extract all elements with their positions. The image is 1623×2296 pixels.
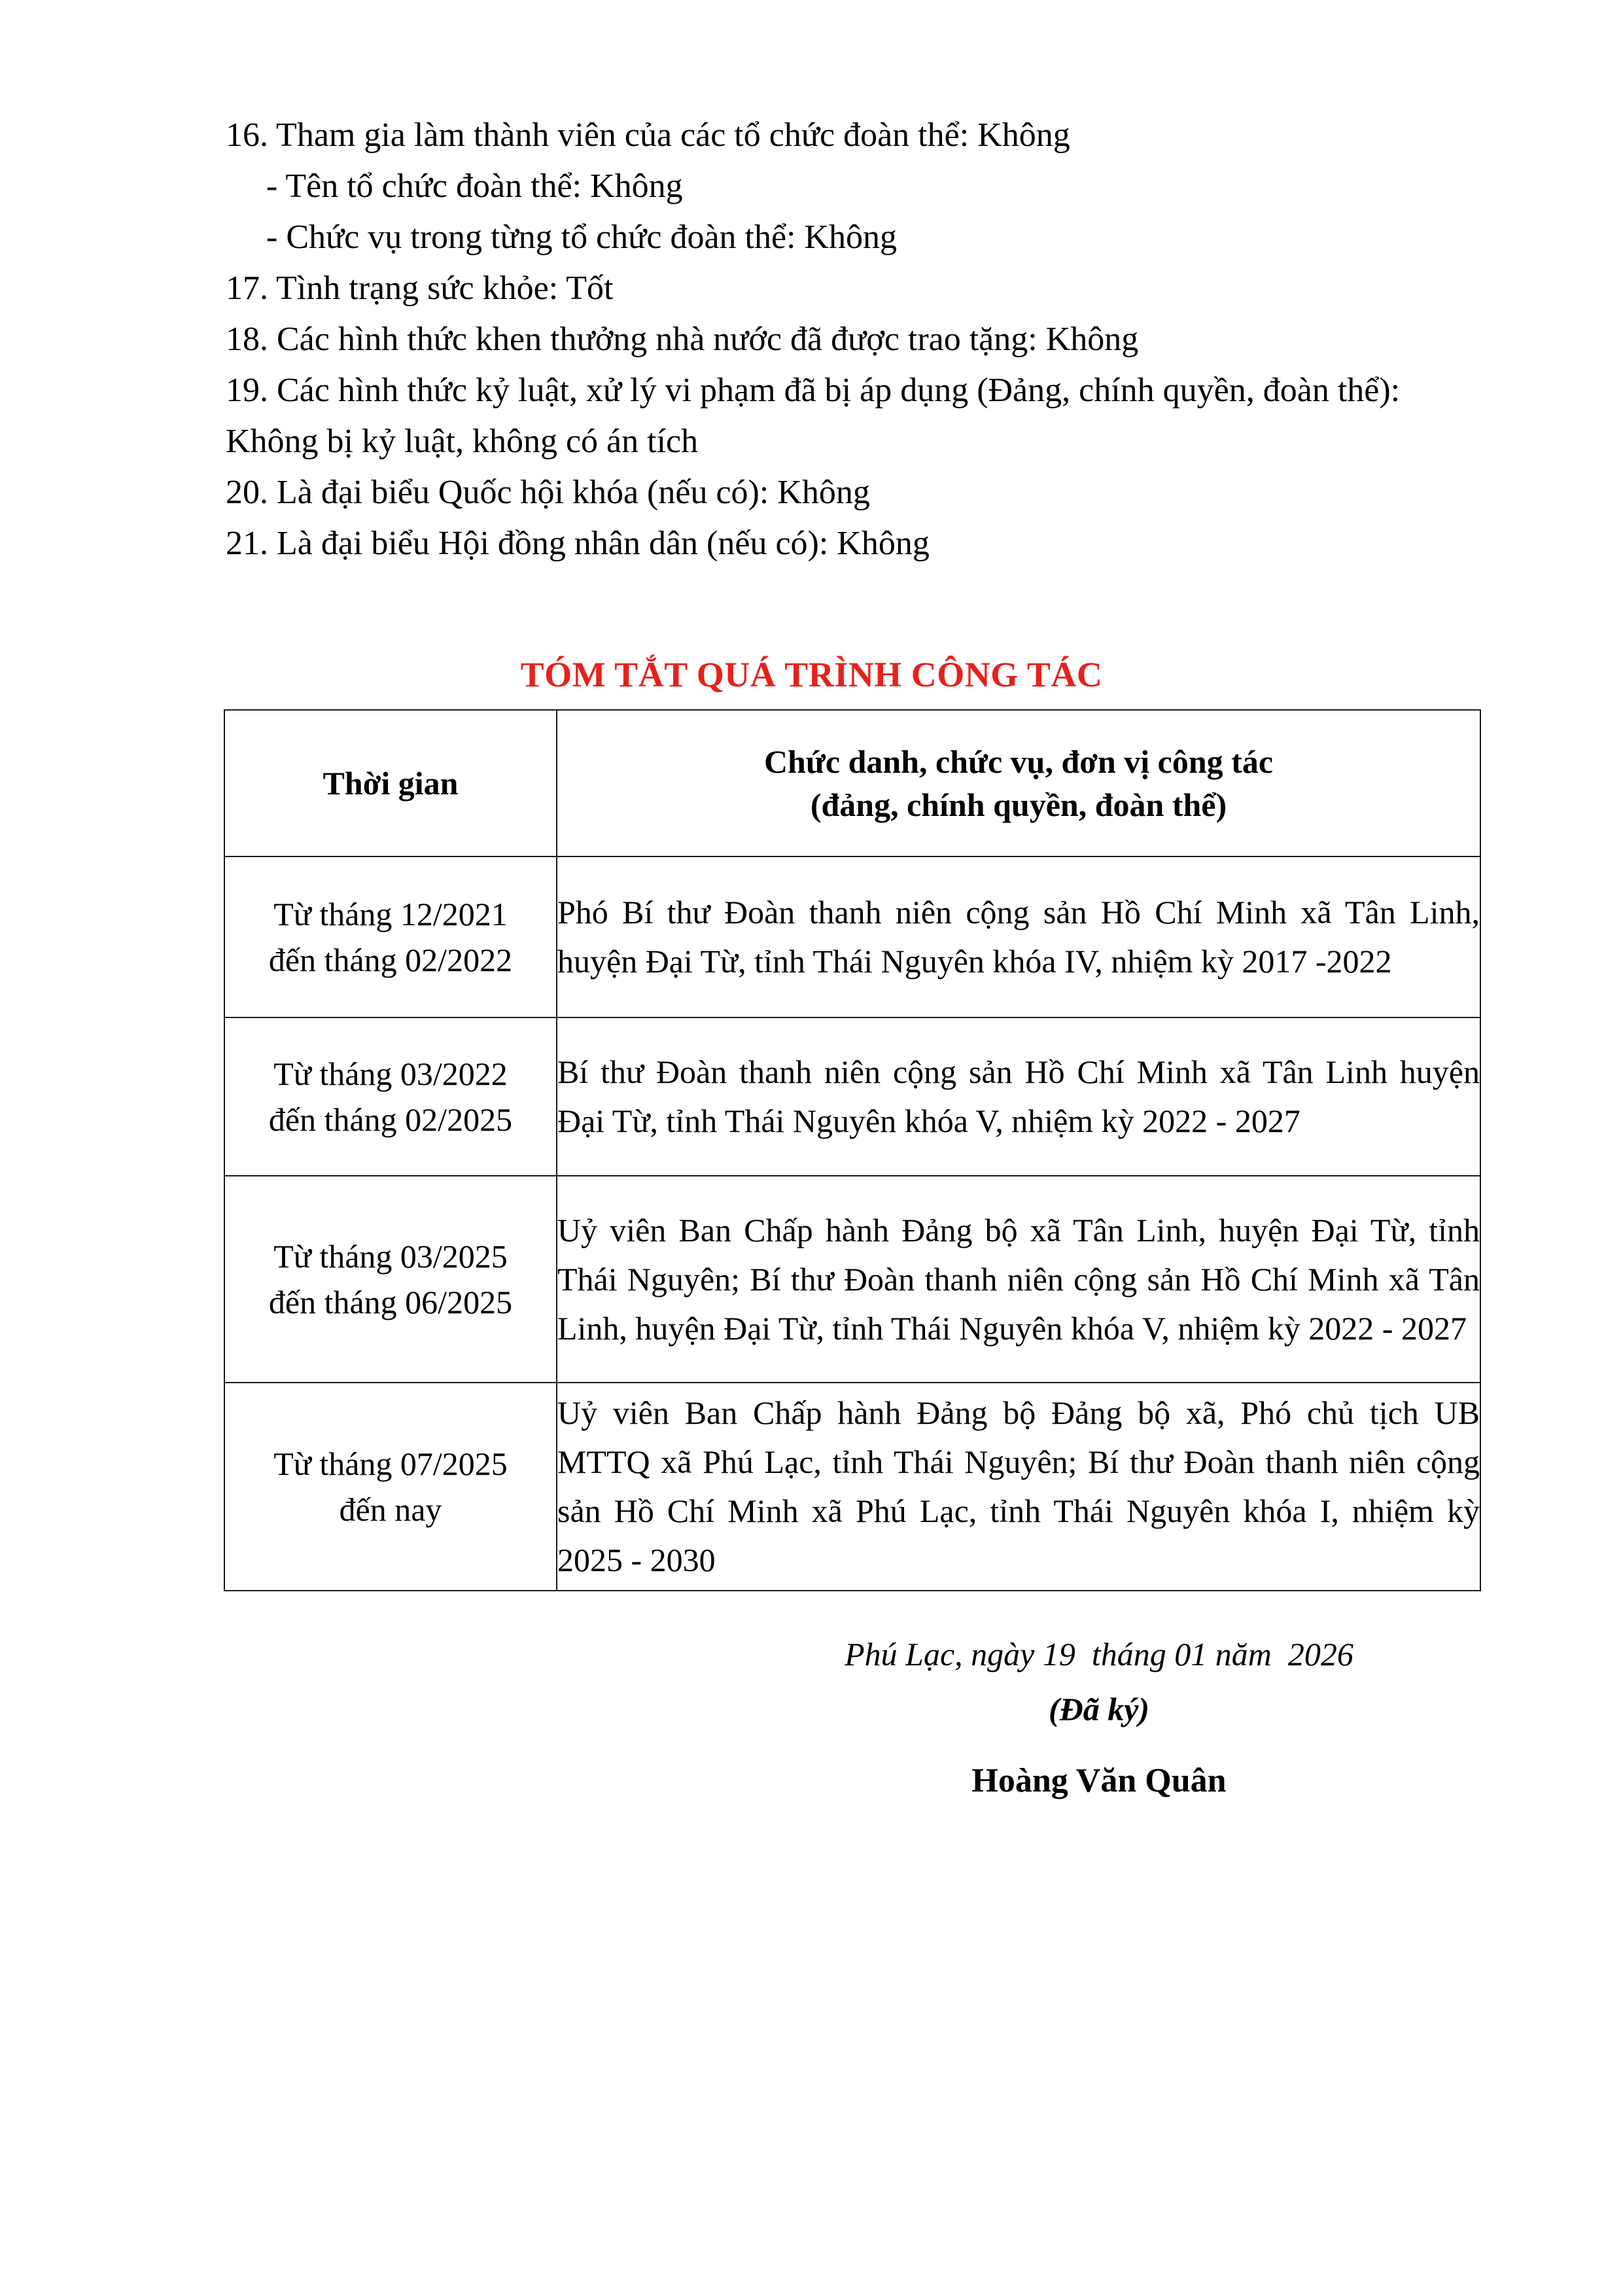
time-period-line2: đến tháng 06/2025 bbox=[268, 1284, 513, 1320]
column-header-role-line1: Chức danh, chức vụ, đơn vị công tác bbox=[763, 743, 1274, 780]
declaration-item-21: 21. Là đại biểu Hội đồng nhân dân (nếu có): Không bbox=[226, 525, 930, 562]
declaration-item-16-sub-1: - Tên tổ chức đoàn thể: Không bbox=[266, 168, 683, 205]
table-row bbox=[224, 857, 1480, 1017]
signature-name: Hoàng Văn Quân bbox=[971, 1762, 1227, 1799]
column-header-time: Thời gian bbox=[224, 710, 557, 857]
time-period-line2: đến tháng 02/2022 bbox=[268, 942, 513, 978]
declaration-item-17: 17. Tình trạng sức khỏe: Tốt bbox=[226, 270, 614, 307]
time-period-line1: Từ tháng 12/2021 bbox=[273, 896, 508, 932]
declaration-item-16: 16. Tham gia làm thành viên của các tổ chức đoàn thể: Không bbox=[226, 116, 1070, 154]
column-header-role-line2: (đảng, chính quyền, đoàn thể) bbox=[810, 786, 1227, 823]
cell-time-period bbox=[224, 1017, 557, 1176]
table-row bbox=[224, 1176, 1480, 1383]
signature-place-date: Phú Lạc, ngày 19 tháng 01 năm 2026 bbox=[845, 1636, 1353, 1672]
cell-role-description: Uỷ viên Ban Chấp hành Đảng bộ xã Tân Linh, huyện Đại Từ, tỉnh Thái Nguyên; Bí thư Đoàn thanh niên cộng sản Hồ Chí Minh xã Tân Linh, huyện Đại Từ, tỉnh Thái Nguyên khóa V, nhiệm kỳ 2022 - 2027 bbox=[557, 1176, 1480, 1383]
time-period-line2: đến nay bbox=[339, 1491, 442, 1528]
declaration-items bbox=[226, 110, 1495, 569]
declaration-item-16-sub-2: - Chức vụ trong từng tổ chức đoàn thể: Không bbox=[266, 219, 898, 256]
cell-time-period bbox=[224, 1176, 557, 1383]
signature-signed-note: (Đã ký) bbox=[1048, 1691, 1150, 1727]
section-heading-career-summary: TÓM TẮT QUÁ TRÌNH CÔNG TÁC bbox=[520, 655, 1103, 694]
signature-block bbox=[811, 1631, 1387, 1805]
cell-time-period bbox=[224, 1383, 557, 1591]
cell-time-period bbox=[224, 857, 557, 1017]
declaration-item-20: 20. Là đại biểu Quốc hội khóa (nếu có): Không bbox=[226, 474, 870, 511]
time-period-line1: Từ tháng 07/2025 bbox=[273, 1445, 508, 1482]
time-period-line1: Từ tháng 03/2022 bbox=[273, 1055, 508, 1092]
table-row bbox=[224, 1383, 1480, 1591]
column-header-role bbox=[557, 710, 1480, 857]
cell-role-description: Phó Bí thư Đoàn thanh niên cộng sản Hồ Chí Minh xã Tân Linh, huyện Đại Từ, tỉnh Thái Nguyên khóa IV, nhiệm kỳ 2017 -2022 bbox=[557, 857, 1480, 1017]
declaration-item-19: 19. Các hình thức kỷ luật, xử lý vi phạm đã bị áp dụng (Đảng, chính quyền, đoàn thể): Không bị kỷ luật, không có án tích bbox=[226, 372, 1401, 460]
table-header-row bbox=[224, 710, 1480, 857]
cell-role-description: Uỷ viên Ban Chấp hành Đảng bộ Đảng bộ xã, Phó chủ tịch UB MTTQ xã Phú Lạc, tỉnh Thái Nguyên; Bí thư Đoàn thanh niên cộng sản Hồ Chí Minh xã Phú Lạc, tỉnh Thái Nguyên khóa I, nhiệm kỳ 2025 - 2030 bbox=[557, 1383, 1480, 1591]
cell-role-description: Bí thư Đoàn thanh niên cộng sản Hồ Chí Minh xã Tân Linh huyện Đại Từ, tỉnh Thái Nguyên khóa V, nhiệm kỳ 2022 - 2027 bbox=[557, 1017, 1480, 1176]
time-period-line2: đến tháng 02/2025 bbox=[268, 1101, 513, 1138]
table-row bbox=[224, 1017, 1480, 1176]
declaration-item-18: 18. Các hình thức khen thưởng nhà nước đã được trao tặng: Không bbox=[226, 321, 1139, 358]
career-summary-table bbox=[224, 709, 1481, 1591]
time-period-line1: Từ tháng 03/2025 bbox=[273, 1238, 508, 1275]
